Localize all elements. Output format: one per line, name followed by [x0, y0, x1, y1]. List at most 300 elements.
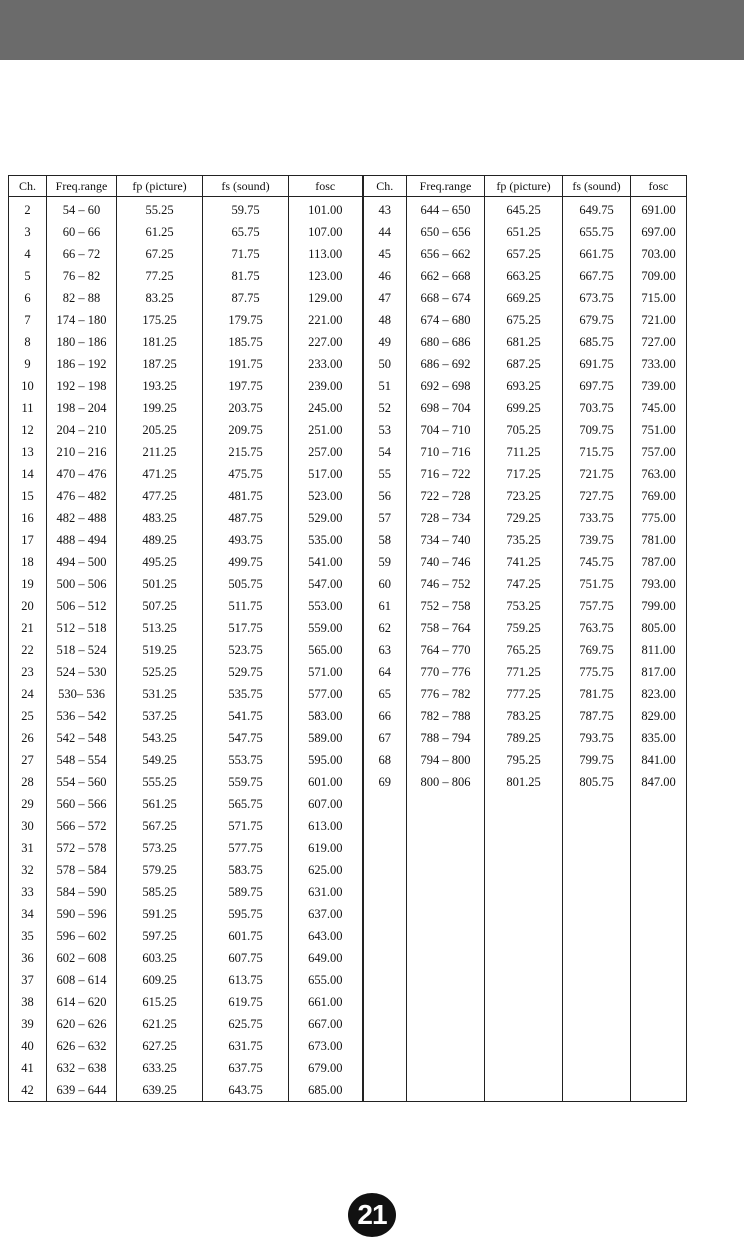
cell-fs-sound: 505.75: [203, 573, 289, 595]
cell-fs-sound: 721.75: [563, 463, 631, 485]
cell-fosc: 607.00: [289, 793, 363, 815]
cell-fosc: 123.00: [289, 265, 363, 287]
cell-fs-sound: [563, 947, 631, 969]
cell-channel: 65: [363, 683, 407, 705]
cell-fp-picture: 193.25: [117, 375, 203, 397]
cell-fs-sound: 757.75: [563, 595, 631, 617]
cell-fs-sound: 613.75: [203, 969, 289, 991]
table-row: [9, 529, 687, 551]
cell-channel: 11: [9, 397, 47, 419]
cell-fs-sound: 493.75: [203, 529, 289, 551]
cell-freq-range: 192 – 198: [47, 375, 117, 397]
cell-channel: 43: [363, 197, 407, 222]
cell-channel: 26: [9, 727, 47, 749]
cell-fosc: 583.00: [289, 705, 363, 727]
cell-fs-sound: 703.75: [563, 397, 631, 419]
cell-fp-picture: [485, 903, 563, 925]
cell-fs-sound: 559.75: [203, 771, 289, 793]
cell-channel: [363, 859, 407, 881]
cell-fosc: 733.00: [631, 353, 687, 375]
cell-fs-sound: 631.75: [203, 1035, 289, 1057]
cell-fosc: 781.00: [631, 529, 687, 551]
cell-channel: 8: [9, 331, 47, 353]
cell-fosc: 571.00: [289, 661, 363, 683]
cell-fs-sound: 661.75: [563, 243, 631, 265]
cell-fs-sound: 571.75: [203, 815, 289, 837]
cell-fosc: 221.00: [289, 309, 363, 331]
cell-fosc: 835.00: [631, 727, 687, 749]
cell-fp-picture: 67.25: [117, 243, 203, 265]
table-row: [9, 991, 687, 1013]
table-row: [9, 639, 687, 661]
cell-fosc: 727.00: [631, 331, 687, 353]
cell-freq-range: 800 – 806: [407, 771, 485, 793]
cell-freq-range: 710 – 716: [407, 441, 485, 463]
cell-freq-range: 674 – 680: [407, 309, 485, 331]
cell-channel: 14: [9, 463, 47, 485]
cell-fs-sound: [563, 881, 631, 903]
cell-channel: 28: [9, 771, 47, 793]
cell-freq-range: 482 – 488: [47, 507, 117, 529]
cell-freq-range: 602 – 608: [47, 947, 117, 969]
cell-fs-sound: 535.75: [203, 683, 289, 705]
table-row: [9, 859, 687, 881]
cell-channel: 55: [363, 463, 407, 485]
cell-fosc: 577.00: [289, 683, 363, 705]
cell-fs-sound: 751.75: [563, 573, 631, 595]
cell-fs-sound: 71.75: [203, 243, 289, 265]
cell-fs-sound: 179.75: [203, 309, 289, 331]
cell-fp-picture: [485, 1079, 563, 1102]
cell-fosc: 565.00: [289, 639, 363, 661]
cell-fp-picture: 801.25: [485, 771, 563, 793]
cell-fosc: 529.00: [289, 507, 363, 529]
cell-fosc: [631, 947, 687, 969]
cell-channel: 52: [363, 397, 407, 419]
header-freq-range: Freq.range: [47, 176, 117, 197]
cell-fs-sound: 649.75: [563, 197, 631, 222]
cell-freq-range: 680 – 686: [407, 331, 485, 353]
cell-channel: [363, 815, 407, 837]
cell-freq-range: [407, 1057, 485, 1079]
cell-fp-picture: [485, 1013, 563, 1035]
cell-fp-picture: 181.25: [117, 331, 203, 353]
cell-fp-picture: 789.25: [485, 727, 563, 749]
cell-fosc: 811.00: [631, 639, 687, 661]
cell-fosc: 703.00: [631, 243, 687, 265]
table-row: [9, 661, 687, 683]
cell-freq-range: 794 – 800: [407, 749, 485, 771]
header-ch: Ch.: [363, 176, 407, 197]
cell-fs-sound: 203.75: [203, 397, 289, 419]
cell-fosc: [631, 925, 687, 947]
cell-fosc: 535.00: [289, 529, 363, 551]
cell-fs-sound: 601.75: [203, 925, 289, 947]
cell-fs-sound: 197.75: [203, 375, 289, 397]
cell-fs-sound: [563, 793, 631, 815]
cell-fosc: 847.00: [631, 771, 687, 793]
table-row: [9, 1035, 687, 1057]
cell-fosc: 239.00: [289, 375, 363, 397]
table-row: [9, 573, 687, 595]
cell-fs-sound: 619.75: [203, 991, 289, 1013]
table-row: [9, 287, 687, 309]
cell-freq-range: 542 – 548: [47, 727, 117, 749]
cell-fs-sound: 709.75: [563, 419, 631, 441]
cell-fp-picture: 597.25: [117, 925, 203, 947]
cell-channel: 64: [363, 661, 407, 683]
cell-channel: 7: [9, 309, 47, 331]
cell-fosc: 101.00: [289, 197, 363, 222]
cell-fosc: 233.00: [289, 353, 363, 375]
cell-fp-picture: 573.25: [117, 837, 203, 859]
cell-fs-sound: 81.75: [203, 265, 289, 287]
cell-fosc: [631, 859, 687, 881]
cell-freq-range: 782 – 788: [407, 705, 485, 727]
cell-fosc: 793.00: [631, 573, 687, 595]
cell-fosc: 817.00: [631, 661, 687, 683]
cell-fosc: 655.00: [289, 969, 363, 991]
cell-freq-range: 758 – 764: [407, 617, 485, 639]
cell-freq-range: [407, 837, 485, 859]
header-bar: [0, 0, 744, 60]
cell-channel: 40: [9, 1035, 47, 1057]
cell-fp-picture: 55.25: [117, 197, 203, 222]
table-row: [9, 485, 687, 507]
cell-fs-sound: 595.75: [203, 903, 289, 925]
header-ch: Ch.: [9, 176, 47, 197]
table-row: [9, 925, 687, 947]
cell-freq-range: 470 – 476: [47, 463, 117, 485]
cell-fp-picture: 609.25: [117, 969, 203, 991]
cell-channel: [363, 969, 407, 991]
cell-freq-range: 82 – 88: [47, 287, 117, 309]
cell-fs-sound: 185.75: [203, 331, 289, 353]
table-row: [9, 903, 687, 925]
cell-freq-range: 686 – 692: [407, 353, 485, 375]
cell-fp-picture: [485, 991, 563, 1013]
cell-freq-range: 488 – 494: [47, 529, 117, 551]
cell-channel: 48: [363, 309, 407, 331]
cell-fosc: 667.00: [289, 1013, 363, 1035]
cell-fosc: 649.00: [289, 947, 363, 969]
cell-channel: 50: [363, 353, 407, 375]
cell-channel: [363, 1079, 407, 1102]
cell-freq-range: 722 – 728: [407, 485, 485, 507]
cell-fp-picture: 753.25: [485, 595, 563, 617]
cell-freq-range: 596 – 602: [47, 925, 117, 947]
cell-fosc: 787.00: [631, 551, 687, 573]
cell-freq-range: 186 – 192: [47, 353, 117, 375]
cell-fp-picture: 61.25: [117, 221, 203, 243]
cell-fosc: 823.00: [631, 683, 687, 705]
cell-channel: 57: [363, 507, 407, 529]
cell-fp-picture: 711.25: [485, 441, 563, 463]
table-row: [9, 197, 687, 222]
cell-fp-picture: 187.25: [117, 353, 203, 375]
cell-freq-range: 728 – 734: [407, 507, 485, 529]
cell-fs-sound: 547.75: [203, 727, 289, 749]
cell-fp-picture: 83.25: [117, 287, 203, 309]
cell-fosc: 523.00: [289, 485, 363, 507]
table-row: [9, 749, 687, 771]
cell-freq-range: 776 – 782: [407, 683, 485, 705]
table-row: [9, 771, 687, 793]
cell-fp-picture: [485, 837, 563, 859]
table-row: [9, 1057, 687, 1079]
cell-fp-picture: 717.25: [485, 463, 563, 485]
cell-fosc: 715.00: [631, 287, 687, 309]
table-row: [9, 375, 687, 397]
cell-freq-range: 506 – 512: [47, 595, 117, 617]
cell-channel: 54: [363, 441, 407, 463]
cell-fs-sound: 209.75: [203, 419, 289, 441]
cell-channel: 44: [363, 221, 407, 243]
cell-fs-sound: 685.75: [563, 331, 631, 353]
cell-channel: 47: [363, 287, 407, 309]
table-row: [9, 705, 687, 727]
table-row: [9, 881, 687, 903]
cell-channel: 38: [9, 991, 47, 1013]
cell-channel: 10: [9, 375, 47, 397]
cell-fosc: 637.00: [289, 903, 363, 925]
cell-channel: [363, 1057, 407, 1079]
cell-freq-range: [407, 815, 485, 837]
cell-freq-range: [407, 881, 485, 903]
table-row: [9, 331, 687, 353]
cell-fs-sound: 793.75: [563, 727, 631, 749]
cell-channel: 6: [9, 287, 47, 309]
cell-fosc: 679.00: [289, 1057, 363, 1079]
cell-fp-picture: 549.25: [117, 749, 203, 771]
cell-channel: 24: [9, 683, 47, 705]
cell-fp-picture: 579.25: [117, 859, 203, 881]
cell-fosc: 763.00: [631, 463, 687, 485]
cell-freq-range: 578 – 584: [47, 859, 117, 881]
cell-fs-sound: 745.75: [563, 551, 631, 573]
cell-fs-sound: 769.75: [563, 639, 631, 661]
table-row: [9, 353, 687, 375]
cell-fs-sound: 499.75: [203, 551, 289, 573]
cell-channel: 3: [9, 221, 47, 243]
cell-freq-range: [407, 903, 485, 925]
cell-fp-picture: 651.25: [485, 221, 563, 243]
cell-fp-picture: 175.25: [117, 309, 203, 331]
cell-fs-sound: 511.75: [203, 595, 289, 617]
cell-fs-sound: 655.75: [563, 221, 631, 243]
cell-fosc: [631, 1079, 687, 1102]
cell-fp-picture: 585.25: [117, 881, 203, 903]
cell-freq-range: 740 – 746: [407, 551, 485, 573]
cell-fosc: 805.00: [631, 617, 687, 639]
cell-fp-picture: 77.25: [117, 265, 203, 287]
cell-freq-range: [407, 1079, 485, 1102]
cell-fosc: [631, 793, 687, 815]
cell-freq-range: 518 – 524: [47, 639, 117, 661]
cell-fp-picture: 489.25: [117, 529, 203, 551]
cell-channel: 35: [9, 925, 47, 947]
cell-fs-sound: 59.75: [203, 197, 289, 222]
cell-fp-picture: 741.25: [485, 551, 563, 573]
cell-freq-range: [407, 969, 485, 991]
cell-fs-sound: 607.75: [203, 947, 289, 969]
cell-fs-sound: 673.75: [563, 287, 631, 309]
cell-fosc: [631, 1057, 687, 1079]
cell-fp-picture: 603.25: [117, 947, 203, 969]
cell-channel: 2: [9, 197, 47, 222]
cell-freq-range: 500 – 506: [47, 573, 117, 595]
cell-channel: 20: [9, 595, 47, 617]
table-row: [9, 221, 687, 243]
cell-fp-picture: [485, 969, 563, 991]
cell-fp-picture: [485, 925, 563, 947]
cell-fp-picture: 495.25: [117, 551, 203, 573]
cell-freq-range: 764 – 770: [407, 639, 485, 661]
cell-freq-range: 548 – 554: [47, 749, 117, 771]
cell-fs-sound: 643.75: [203, 1079, 289, 1102]
cell-channel: [363, 947, 407, 969]
cell-fp-picture: 525.25: [117, 661, 203, 683]
cell-fosc: [631, 815, 687, 837]
page-number-badge: 21: [348, 1193, 396, 1237]
cell-fp-picture: [485, 947, 563, 969]
cell-fp-picture: 591.25: [117, 903, 203, 925]
cell-fosc: 547.00: [289, 573, 363, 595]
cell-channel: 42: [9, 1079, 47, 1102]
cell-fosc: 631.00: [289, 881, 363, 903]
cell-fosc: 829.00: [631, 705, 687, 727]
cell-fp-picture: 199.25: [117, 397, 203, 419]
cell-fp-picture: 699.25: [485, 397, 563, 419]
cell-fp-picture: 705.25: [485, 419, 563, 441]
cell-fs-sound: 475.75: [203, 463, 289, 485]
cell-fs-sound: 727.75: [563, 485, 631, 507]
cell-channel: 4: [9, 243, 47, 265]
cell-channel: 62: [363, 617, 407, 639]
cell-fp-picture: 657.25: [485, 243, 563, 265]
cell-channel: 15: [9, 485, 47, 507]
cell-fs-sound: [563, 1079, 631, 1102]
cell-fp-picture: [485, 815, 563, 837]
cell-channel: 56: [363, 485, 407, 507]
cell-fosc: 673.00: [289, 1035, 363, 1057]
cell-channel: 45: [363, 243, 407, 265]
cell-fp-picture: 205.25: [117, 419, 203, 441]
cell-fp-picture: 519.25: [117, 639, 203, 661]
cell-channel: [363, 925, 407, 947]
cell-fs-sound: 799.75: [563, 749, 631, 771]
cell-fp-picture: 729.25: [485, 507, 563, 529]
cell-fp-picture: 615.25: [117, 991, 203, 1013]
cell-freq-range: 76 – 82: [47, 265, 117, 287]
cell-channel: 66: [363, 705, 407, 727]
cell-fs-sound: 565.75: [203, 793, 289, 815]
cell-freq-range: 566 – 572: [47, 815, 117, 837]
cell-channel: 27: [9, 749, 47, 771]
cell-fosc: [631, 837, 687, 859]
cell-fosc: 553.00: [289, 595, 363, 617]
cell-channel: [363, 903, 407, 925]
table-row: [9, 419, 687, 441]
cell-fp-picture: 675.25: [485, 309, 563, 331]
table-row: [9, 969, 687, 991]
cell-channel: 12: [9, 419, 47, 441]
header-fp-picture: fp (picture): [117, 176, 203, 197]
cell-freq-range: 788 – 794: [407, 727, 485, 749]
table-row: [9, 617, 687, 639]
cell-freq-range: 698 – 704: [407, 397, 485, 419]
cell-fs-sound: 733.75: [563, 507, 631, 529]
cell-channel: 59: [363, 551, 407, 573]
cell-fp-picture: 471.25: [117, 463, 203, 485]
cell-fs-sound: 577.75: [203, 837, 289, 859]
cell-fp-picture: [485, 793, 563, 815]
cell-fp-picture: 621.25: [117, 1013, 203, 1035]
cell-fp-picture: [485, 1035, 563, 1057]
cell-channel: 67: [363, 727, 407, 749]
cell-freq-range: 662 – 668: [407, 265, 485, 287]
cell-channel: 51: [363, 375, 407, 397]
cell-channel: 37: [9, 969, 47, 991]
cell-fp-picture: 211.25: [117, 441, 203, 463]
cell-fp-picture: 477.25: [117, 485, 203, 507]
cell-fs-sound: 541.75: [203, 705, 289, 727]
cell-fp-picture: [485, 881, 563, 903]
cell-fp-picture: 681.25: [485, 331, 563, 353]
cell-freq-range: 639 – 644: [47, 1079, 117, 1102]
cell-freq-range: 632 – 638: [47, 1057, 117, 1079]
cell-fp-picture: 555.25: [117, 771, 203, 793]
cell-channel: 21: [9, 617, 47, 639]
cell-fs-sound: 481.75: [203, 485, 289, 507]
cell-fosc: 757.00: [631, 441, 687, 463]
table-row: [9, 837, 687, 859]
cell-fp-picture: 693.25: [485, 375, 563, 397]
cell-freq-range: 60 – 66: [47, 221, 117, 243]
cell-fosc: 257.00: [289, 441, 363, 463]
cell-channel: 58: [363, 529, 407, 551]
cell-fs-sound: 87.75: [203, 287, 289, 309]
cell-freq-range: 620 – 626: [47, 1013, 117, 1035]
cell-fosc: [631, 881, 687, 903]
cell-fp-picture: 765.25: [485, 639, 563, 661]
cell-freq-range: [407, 859, 485, 881]
cell-fp-picture: 783.25: [485, 705, 563, 727]
cell-fp-picture: 567.25: [117, 815, 203, 837]
table-header-row: [9, 176, 687, 197]
cell-freq-range: 656 – 662: [407, 243, 485, 265]
cell-freq-range: 644 – 650: [407, 197, 485, 222]
header-freq-range: Freq.range: [407, 176, 485, 197]
cell-fs-sound: [563, 903, 631, 925]
cell-fs-sound: [563, 991, 631, 1013]
cell-fosc: 129.00: [289, 287, 363, 309]
cell-fp-picture: 627.25: [117, 1035, 203, 1057]
table-row: [9, 397, 687, 419]
cell-freq-range: 198 – 204: [47, 397, 117, 419]
cell-channel: 31: [9, 837, 47, 859]
cell-freq-range: [407, 925, 485, 947]
cell-freq-range: [407, 1035, 485, 1057]
cell-fs-sound: 637.75: [203, 1057, 289, 1079]
cell-channel: [363, 881, 407, 903]
cell-fs-sound: 697.75: [563, 375, 631, 397]
cell-freq-range: 494 – 500: [47, 551, 117, 573]
cell-fs-sound: [563, 1035, 631, 1057]
cell-channel: 32: [9, 859, 47, 881]
cell-channel: 49: [363, 331, 407, 353]
cell-channel: 18: [9, 551, 47, 573]
